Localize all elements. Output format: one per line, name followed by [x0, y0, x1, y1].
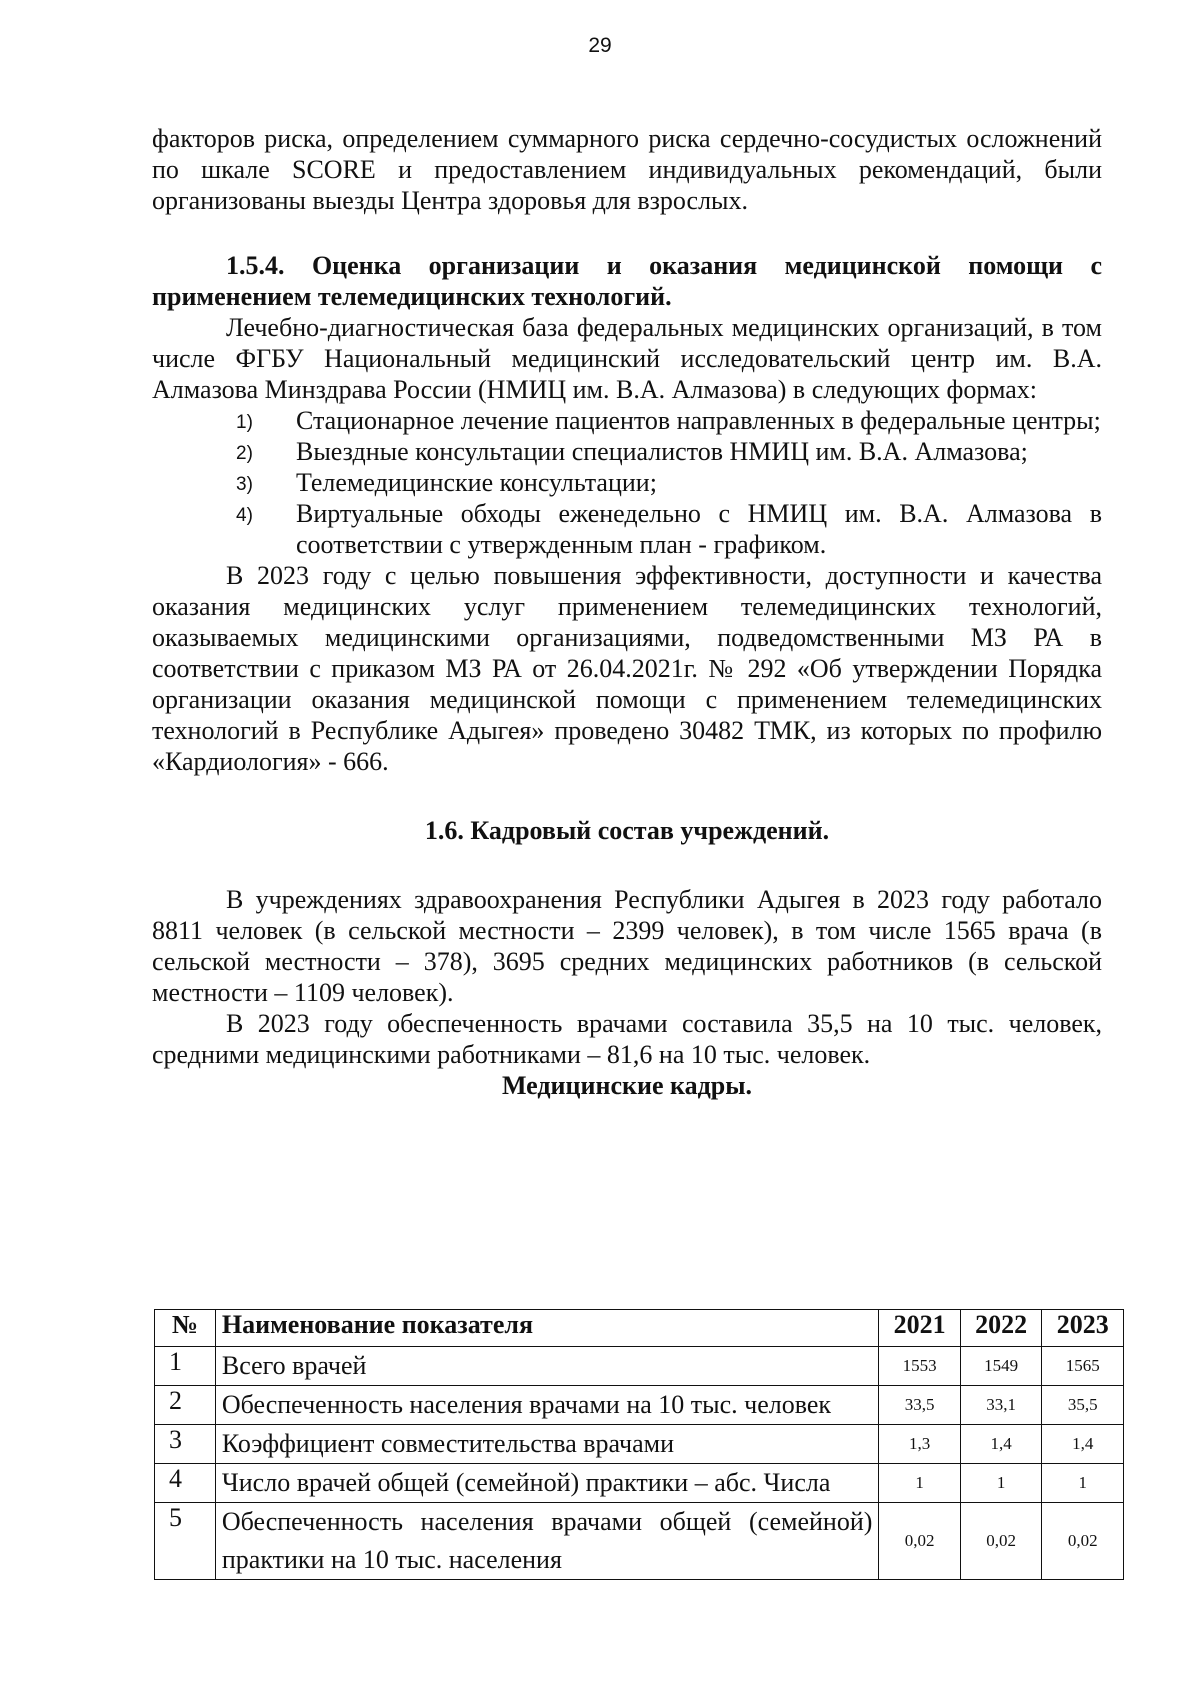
list-item-number: 2): [236, 443, 253, 464]
value-2021: 33,5: [879, 1386, 961, 1425]
section-1-6-paragraph-1: В учреждениях здравоохранения Республики Адыгея в 2023 году работало 8811 человек (в сельской местности – 2399 человек), в том числе 1565 врача (в сельской местности – 378), 3695 средних медицинских работников (в сельской местности – 1109 человек).: [152, 885, 1102, 1007]
row-indicator: Обеспеченность населения врачами на 10 тыс. человек: [215, 1386, 879, 1425]
header-2023: 2023: [1042, 1310, 1124, 1347]
row-number: 2: [155, 1386, 216, 1425]
list-item-text: Телемедицинские консультации;: [296, 468, 657, 497]
row-number: 4: [155, 1464, 216, 1503]
value-2021: 1,3: [879, 1425, 961, 1464]
row-indicator: Коэффициент совместительства врачами: [215, 1425, 879, 1464]
value-2023: 1565: [1042, 1347, 1124, 1386]
section-1-6-paragraph-2: В 2023 году обеспеченность врачами составила 35,5 на 10 тыс. человек, средними медицинскими работниками – 81,6 на 10 тыс. человек.: [152, 1009, 1102, 1069]
value-2023: 1: [1042, 1464, 1124, 1503]
section-1-5-4-title: 1.5.4. Оценка организации и оказания медицинской помощи с применением телемедицинских технологий.: [152, 251, 1102, 311]
intro-paragraph: факторов риска, определением суммарного риска сердечно-сосудистых осложнений по шкале SCORE и предоставлением индивидуальных рекомендаций, были организованы выезды Центра здоровья для взрослых.: [152, 124, 1102, 215]
table-row: [155, 1464, 1124, 1503]
section-1-6-title: 1.6. Кадровый состав учреждений.: [424, 816, 830, 845]
list-item-number: 1): [236, 412, 253, 433]
section-1-5-4-lead: Лечебно-диагностическая база федеральных медицинских организаций, в том числе ФГБУ Национальный медицинский исследовательский центр им. В.А. Алмазова Минздрава России (НМИЦ им. В.А. Алмазова) в следующих формах:: [152, 313, 1102, 404]
page-number: 29: [588, 34, 612, 57]
list-item-text: Выездные консультации специалистов НМИЦ им. В.А. Алмазова;: [296, 437, 1028, 466]
medical-staff-table: [154, 1309, 1124, 1580]
row-indicator: Число врачей общей (семейной) практики – абс. Числа: [215, 1464, 879, 1503]
section-1-5-4-paragraph: В 2023 году с целью повышения эффективности, доступности и качества оказания медицинских услуг применением телемедицинских технологий, оказываемых медицинскими организациями, подведомственными МЗ РА в соответствии с приказом МЗ РА от 26.04.2021г. № 292 «Об утверждении Порядка организации оказания медицинской помощи с применением телемедицинских технологий в Республике Адыгея» проведено 30482 ТМК, из которых по профилю «Кардиология» - 666.: [152, 561, 1102, 776]
table-row: [155, 1386, 1124, 1425]
table-row: [155, 1425, 1124, 1464]
value-2022: 0,02: [960, 1503, 1042, 1580]
list-item-text: Виртуальные обходы еженедельно с НМИЦ им. В.А. Алмазова в соответствии с утвержденным план - графиком.: [296, 499, 1102, 559]
header-2022: 2022: [960, 1310, 1042, 1347]
list-item: [152, 405, 1102, 436]
row-number: 5: [155, 1503, 216, 1580]
page-content: [152, 123, 1102, 1101]
list-item: [152, 467, 1102, 498]
value-2023: 0,02: [1042, 1503, 1124, 1580]
value-2022: 33,1: [960, 1386, 1042, 1425]
value-2021: 1: [879, 1464, 961, 1503]
value-2021: 1553: [879, 1347, 961, 1386]
table-row: [155, 1503, 1124, 1580]
list-item-number: 3): [236, 474, 253, 495]
table-header-row: [155, 1310, 1124, 1347]
value-2023: 1,4: [1042, 1425, 1124, 1464]
list-item: [152, 498, 1102, 560]
header-number: №: [155, 1310, 216, 1347]
row-indicator: Всего врачей: [215, 1347, 879, 1386]
row-number: 3: [155, 1425, 216, 1464]
list-item: [152, 436, 1102, 467]
table-row: [155, 1347, 1124, 1386]
value-2023: 35,5: [1042, 1386, 1124, 1425]
value-2021: 0,02: [879, 1503, 961, 1580]
table-title: Медицинские кадры.: [501, 1071, 752, 1100]
value-2022: 1: [960, 1464, 1042, 1503]
value-2022: 1,4: [960, 1425, 1042, 1464]
header-indicator: Наименование показателя: [215, 1310, 879, 1347]
row-number: 1: [155, 1347, 216, 1386]
header-2021: 2021: [879, 1310, 961, 1347]
list-item-number: 4): [236, 505, 253, 526]
row-indicator: Обеспеченность населения врачами общей (семейной) практики на 10 тыс. населения: [215, 1503, 879, 1580]
value-2022: 1549: [960, 1347, 1042, 1386]
list-item-text: Стационарное лечение пациентов направленных в федеральные центры;: [296, 406, 1101, 435]
